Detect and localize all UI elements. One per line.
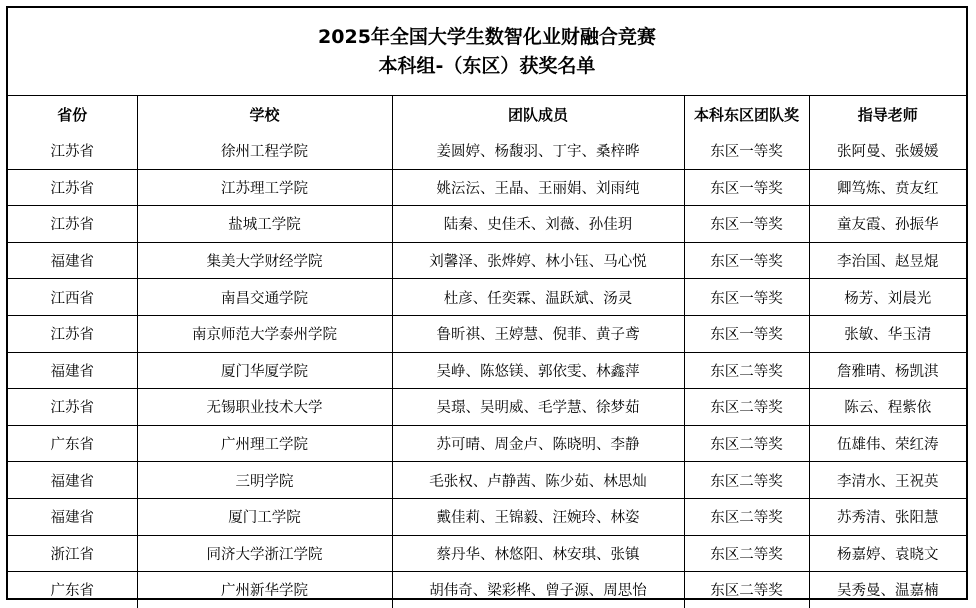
cell-award: 东区二等奖 [684, 389, 809, 426]
table-row [8, 352, 966, 389]
cell-award: 东区二等奖 [684, 498, 809, 535]
cell-school: 南昌交通学院 [137, 279, 392, 316]
cell-advisors: 张敏、华玉清 [809, 315, 966, 352]
cell-advisors: 詹雅晴、杨凯淇 [809, 352, 966, 389]
cell-province: 江苏省 [8, 133, 137, 169]
table-row [8, 535, 966, 572]
cell-advisors: 苏秀清、张阳慧 [809, 498, 966, 535]
table-row [8, 279, 966, 316]
table-row [8, 572, 966, 608]
cell-members: 苏可晴、周金卢、陈晓明、李静 [392, 425, 684, 462]
cell-advisors: 吴秀曼、温嘉楠 [809, 572, 966, 608]
table-row [8, 425, 966, 462]
cell-province: 江苏省 [8, 315, 137, 352]
cell-members: 毛张权、卢静茜、陈少茹、林思灿 [392, 462, 684, 499]
cell-province: 浙江省 [8, 535, 137, 572]
table-row [8, 462, 966, 499]
cell-award: 东区一等奖 [684, 315, 809, 352]
cell-advisors: 李清水、王祝英 [809, 462, 966, 499]
cell-members: 陆秦、史佳禾、刘薇、孙佳玥 [392, 206, 684, 243]
table-row [8, 242, 966, 279]
cell-province: 福建省 [8, 242, 137, 279]
cell-advisors: 杨嘉婷、袁晓文 [809, 535, 966, 572]
cell-school: 厦门工学院 [137, 498, 392, 535]
cell-members: 姜圆婷、杨馥羽、丁宇、桑梓晔 [392, 133, 684, 169]
award-table [8, 96, 966, 608]
table-header-row [8, 96, 966, 133]
cell-school: 无锡职业技术大学 [137, 389, 392, 426]
cell-members: 姚沄沄、王晶、王丽娟、刘雨纯 [392, 169, 684, 206]
cell-members: 鲁昕祺、王婷慧、倪菲、黄子鸢 [392, 315, 684, 352]
cell-school: 广州新华学院 [137, 572, 392, 608]
cell-province: 广东省 [8, 425, 137, 462]
cell-advisors: 李治国、赵昱焜 [809, 242, 966, 279]
cell-school: 集美大学财经学院 [137, 242, 392, 279]
cell-members: 吴璟、吴明威、毛学慧、徐梦茹 [392, 389, 684, 426]
title-block [8, 8, 966, 96]
cell-school: 江苏理工学院 [137, 169, 392, 206]
table-row [8, 133, 966, 169]
document-title: 2025年全国大学生数智化业财融合竞赛 [318, 25, 656, 48]
table-row [8, 389, 966, 426]
cell-award: 东区一等奖 [684, 133, 809, 169]
cell-province: 江西省 [8, 279, 137, 316]
cell-province: 福建省 [8, 498, 137, 535]
cell-award: 东区二等奖 [684, 352, 809, 389]
cell-award: 东区二等奖 [684, 462, 809, 499]
cell-advisors: 陈云、程紫依 [809, 389, 966, 426]
cell-advisors: 张阿曼、张媛媛 [809, 133, 966, 169]
table-row [8, 206, 966, 243]
cell-members: 刘馨泽、张烨婷、林小钰、马心悦 [392, 242, 684, 279]
header-advisors: 指导老师 [809, 96, 966, 133]
cell-province: 江苏省 [8, 169, 137, 206]
cell-members: 胡伟奇、梁彩桦、曾子源、周思怡 [392, 572, 684, 608]
cell-advisors: 童友霞、孙振华 [809, 206, 966, 243]
cell-province: 江苏省 [8, 206, 137, 243]
cell-advisors: 杨芳、刘晨光 [809, 279, 966, 316]
cell-school: 南京师范大学泰州学院 [137, 315, 392, 352]
cell-school: 盐城工学院 [137, 206, 392, 243]
cell-award: 东区一等奖 [684, 279, 809, 316]
document-subtitle: 本科组-（东区）获奖名单 [378, 54, 596, 77]
cell-award: 东区一等奖 [684, 242, 809, 279]
cell-award: 东区一等奖 [684, 206, 809, 243]
cell-school: 三明学院 [137, 462, 392, 499]
cell-members: 蔡丹华、林悠阳、林安琪、张镇 [392, 535, 684, 572]
award-list-document [6, 6, 968, 600]
cell-advisors: 伍雄伟、荣红涛 [809, 425, 966, 462]
cell-members: 吴峥、陈悠镁、郭依雯、林鑫萍 [392, 352, 684, 389]
table-row [8, 315, 966, 352]
cell-award: 东区一等奖 [684, 169, 809, 206]
cell-advisors: 卿笃炼、贲友红 [809, 169, 966, 206]
cell-award: 东区二等奖 [684, 425, 809, 462]
header-school: 学校 [137, 96, 392, 133]
header-award: 本科东区团队奖 [684, 96, 809, 133]
cell-school: 徐州工程学院 [137, 133, 392, 169]
cell-members: 戴佳莉、王锦毅、汪婉玲、林姿 [392, 498, 684, 535]
cell-province: 广东省 [8, 572, 137, 608]
cell-award: 东区二等奖 [684, 535, 809, 572]
cell-school: 厦门华厦学院 [137, 352, 392, 389]
cell-school: 广州理工学院 [137, 425, 392, 462]
header-members: 团队成员 [392, 96, 684, 133]
cell-province: 福建省 [8, 352, 137, 389]
cell-province: 江苏省 [8, 389, 137, 426]
cell-members: 杜彦、任奕霖、温跃斌、汤灵 [392, 279, 684, 316]
table-row [8, 498, 966, 535]
cell-school: 同济大学浙江学院 [137, 535, 392, 572]
table-row [8, 169, 966, 206]
header-province: 省份 [8, 96, 137, 133]
cell-province: 福建省 [8, 462, 137, 499]
cell-award: 东区二等奖 [684, 572, 809, 608]
